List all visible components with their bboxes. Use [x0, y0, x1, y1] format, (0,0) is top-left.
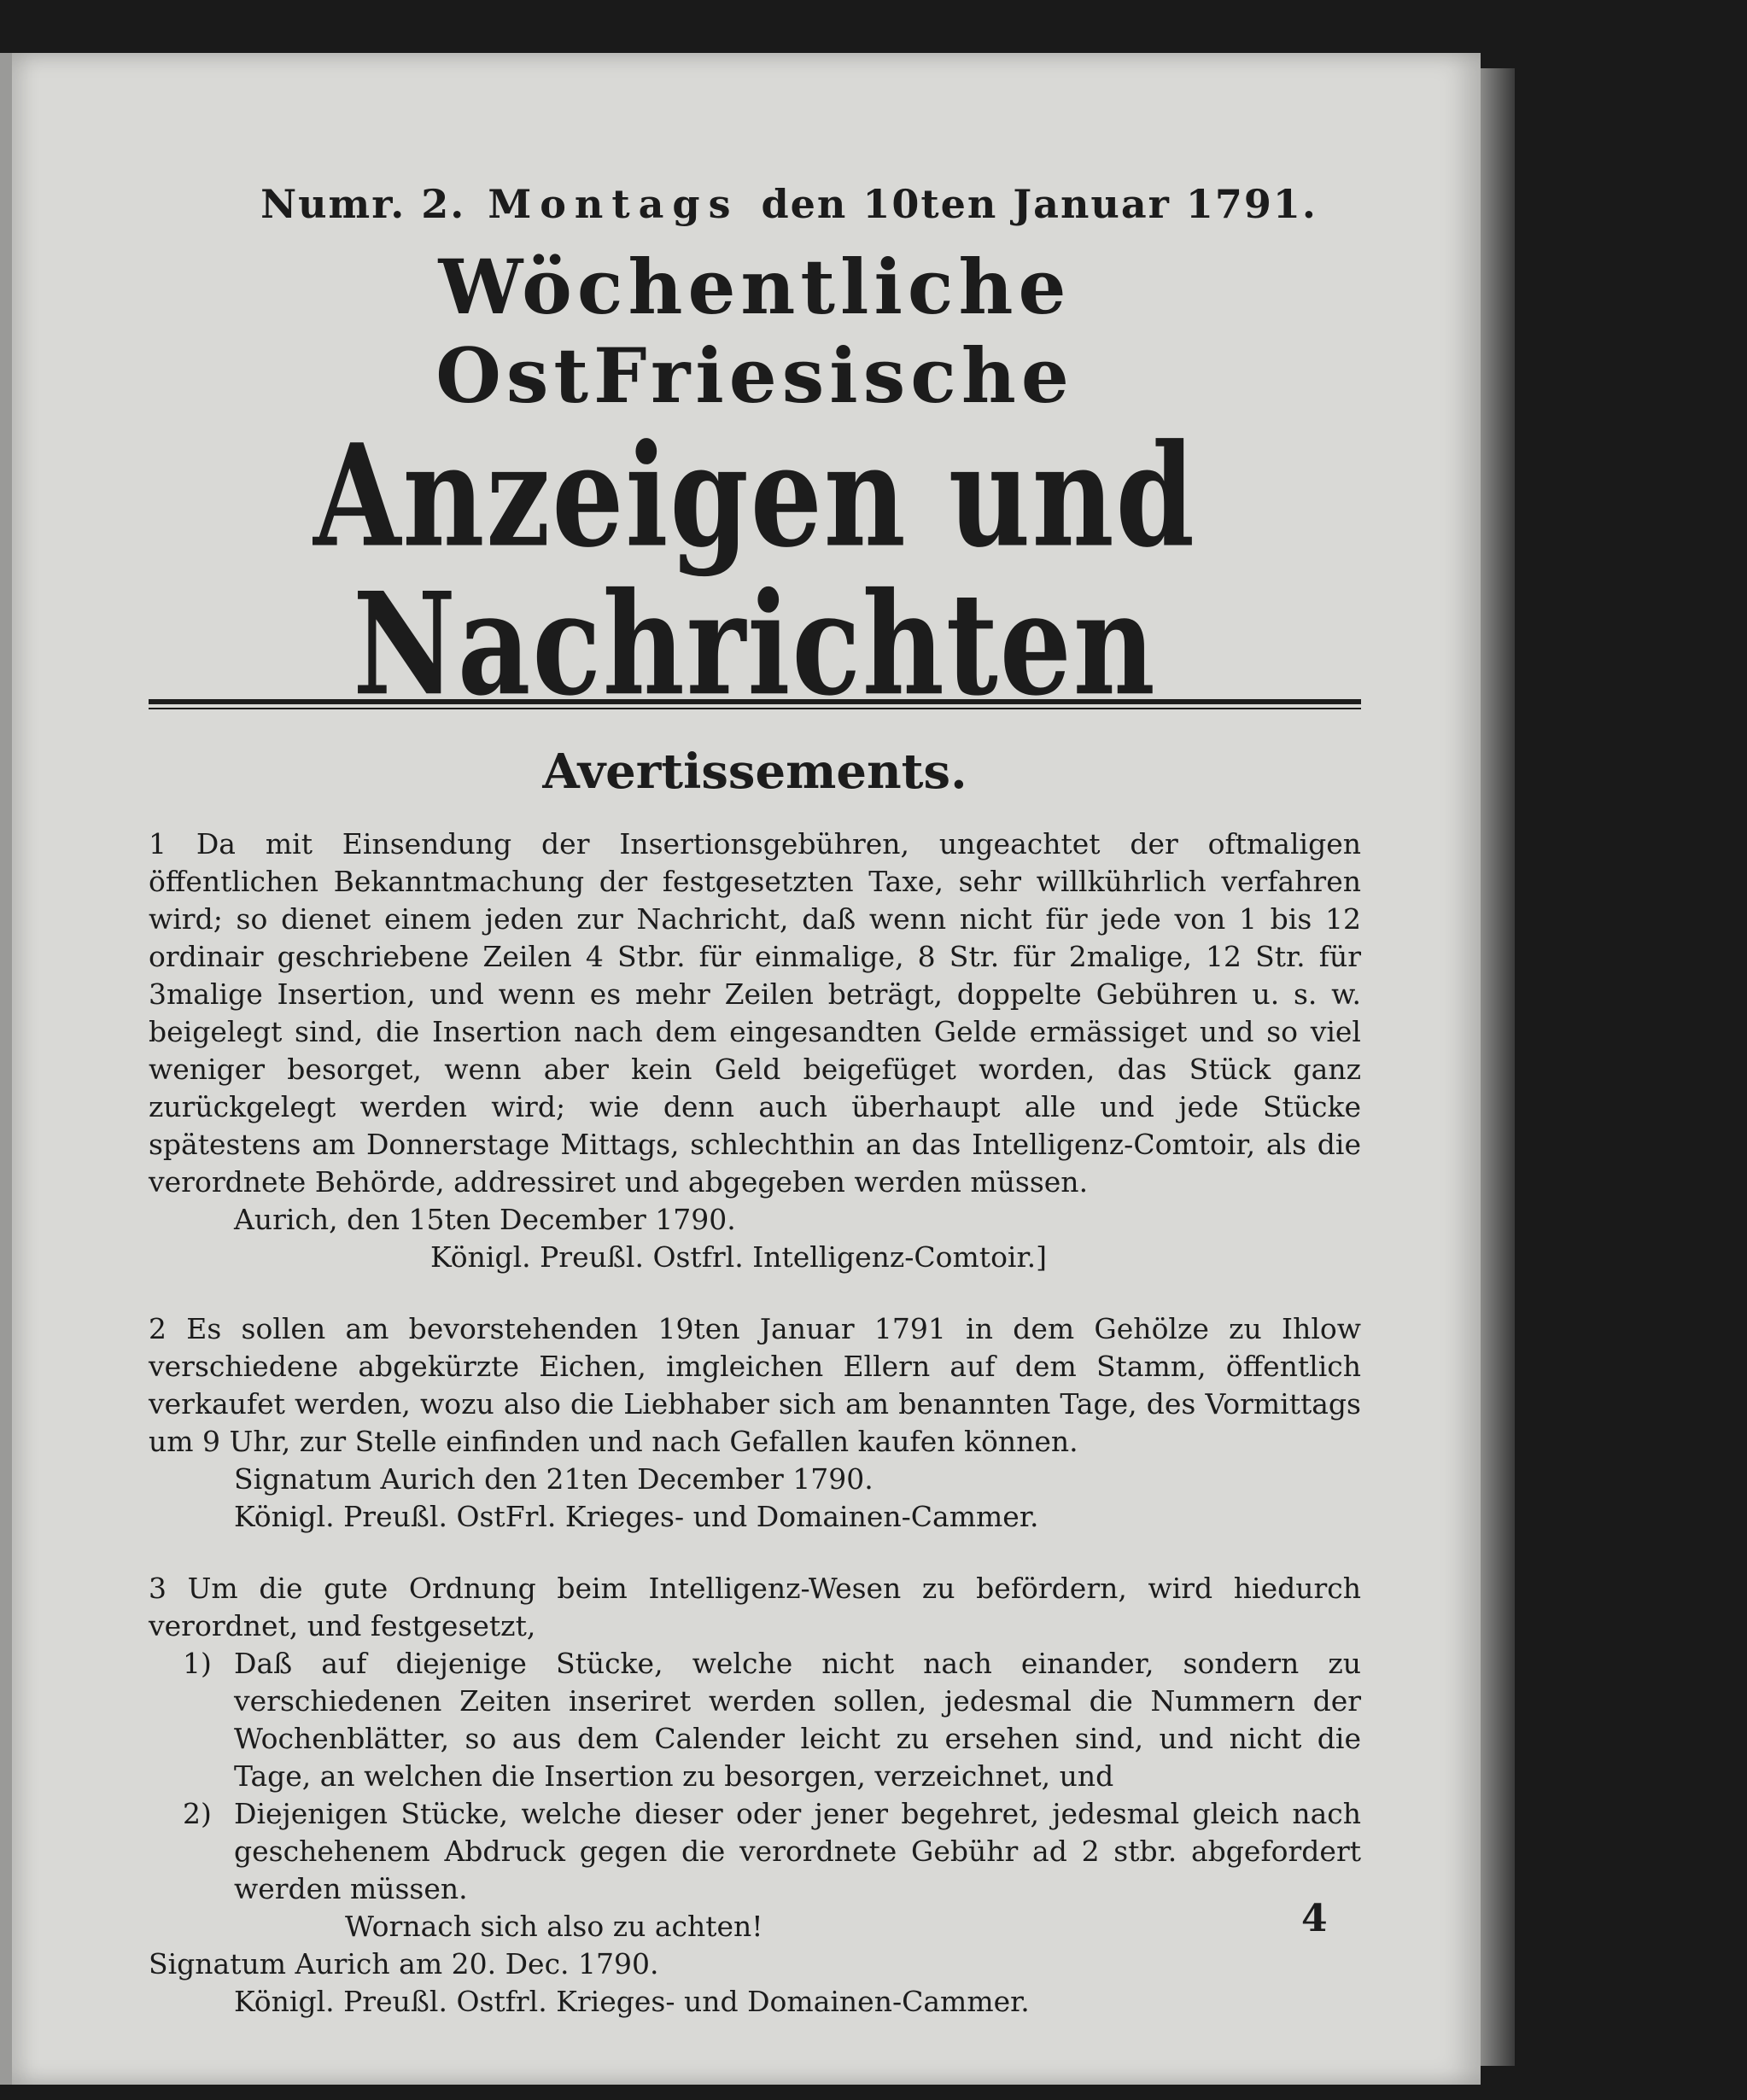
book-spine-edge: [1481, 68, 1515, 2066]
masthead-line2: Anzeigen und Nachrichten: [313, 413, 1196, 727]
page-left-edge: [0, 53, 12, 2085]
notice-3-item-2: [149, 1795, 1361, 1908]
list-number: 2): [183, 1797, 212, 1831]
list-text: Daß auf diejenige Stücke, welche nicht nach einander, sondern zu verschiedenen Zeiten inseriret werden sollen, jedesmal die Nummern der Wochenblätter, so aus dem Calender leicht zu ersehen sind, und nicht die Tage, an welchen die Insertion zu besorgen, verzeichnet, und: [234, 1647, 1361, 1794]
issue-header: [217, 181, 1361, 227]
masthead-line1: Wöchentliche OstFriesische: [435, 242, 1074, 420]
issue-day: Montags: [488, 181, 739, 227]
notice-1-text: 1 Da mit Einsendung der Insertionsgebühren, ungeachtet der oftmaligen öffentlichen Bekanntmachung der festgesetzten Taxe, sehr willkührlich verfahren wird; so dienet einem jeden zur Nachricht, daß wenn nicht für jede von 1 bis 12 ordinair geschriebene Zeilen 4 Stbr. für einmalige, 8 Str. für 2malige, 12 Str. für 3malige Insertion, und wenn es mehr Zeilen beträgt, doppelte Gebühren u. s. w. beigelegt sind, die Insertion nach dem eingesandten Gelde ermässiget und so viel weniger besorget, wenn aber kein Geld beigefüget worden, das Stück ganz zurückgelegt werden wird; wie denn auch überhaupt alle und jede Stücke spätestens am Donnerstage Mittags, schlechthin an das Intelligenz-Comtoir, als die verordnete Behörde, addressiret und abgegeben werden müssen.: [149, 827, 1361, 1199]
section-heading: Avertissements.: [542, 744, 967, 801]
page-content: [149, 181, 1361, 2021]
notice-3-item-1: [149, 1645, 1361, 1795]
list-text: Diejenigen Stücke, welche dieser oder jener begehret, jedesmal gleich nach geschehenem Abdruck gegen die verordnete Gebühr ad 2 stbr. abgefordert werden müssen.: [234, 1797, 1361, 1906]
notice-3-signature: Königl. Preußl. Ostfrl. Krieges- und Domainen-Cammer.: [234, 1985, 1030, 2019]
notice-3-intro: 3 Um die gute Ordnung beim Intelligenz-Wesen zu befördern, wird hiedurch verordnet, und festgesetzt,: [149, 1572, 1361, 1643]
page-number: 4: [1301, 1897, 1328, 1940]
notice-2-place-date: Signatum Aurich den 21ten December 1790.: [234, 1462, 874, 1496]
notice-2-text: 2 Es sollen am bevorstehenden 19ten Januar 1791 in dem Gehölze zu Ihlow verschiedene abgekürzte Eichen, imgleichen Ellern auf dem Stamm, öffentlich verkaufet werden, wozu also die Liebhaber sich am benannten Tage, des Vormittags um 9 Uhr, zur Stelle einfinden und nach Gefallen kaufen können.: [149, 1312, 1361, 1459]
issue-date: den 10ten Januar 1791.: [761, 181, 1318, 227]
list-number: 1): [183, 1647, 212, 1681]
issue-number: Numr. 2.: [260, 181, 466, 227]
notice-3-place-date: Signatum Aurich am 20. Dec. 1790.: [149, 1947, 659, 1981]
notice-2-signature: Königl. Preußl. OstFrl. Krieges- und Domainen-Cammer.: [234, 1500, 1039, 1534]
notice-1-signature: Königl. Preußl. Ostfrl. Intelligenz-Comtoir.]: [430, 1240, 1048, 1275]
newspaper-page: [12, 53, 1481, 2085]
notice-1-place-date: Aurich, den 15ten December 1790.: [234, 1203, 736, 1237]
notice-3-closing: Wornach sich also zu achten!: [345, 1910, 763, 1944]
